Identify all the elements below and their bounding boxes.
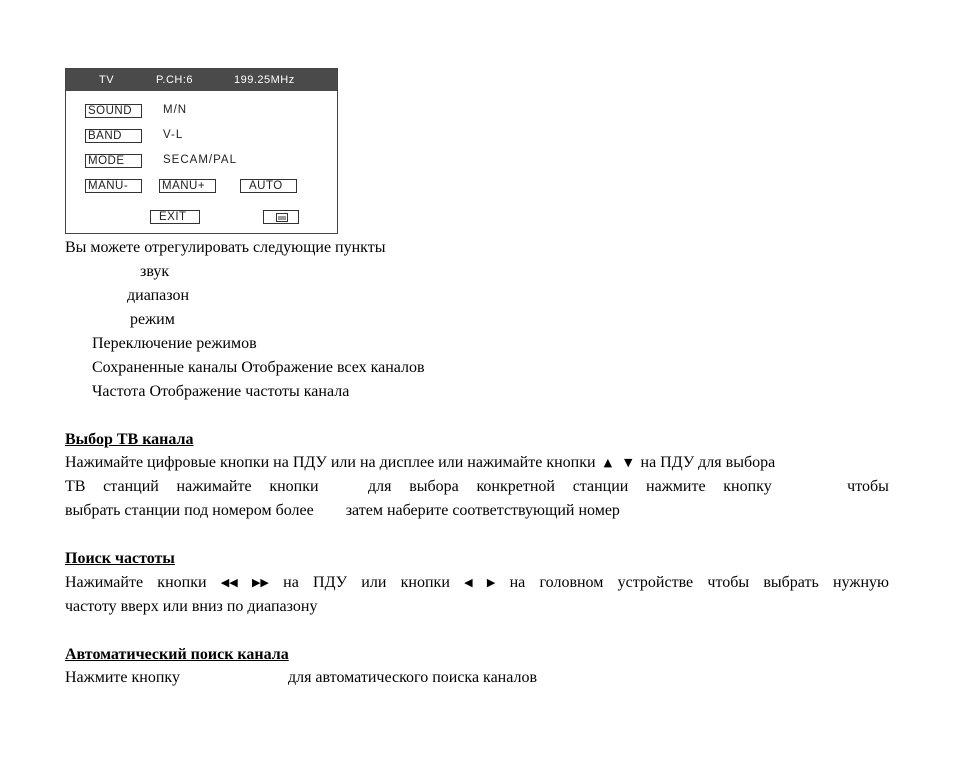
section3-line1: Нажмите кнопку для автоматического поиска каналов [65, 669, 538, 686]
up-arrow-icon: ▲ [603, 456, 613, 469]
fast-forward-icon: ▶▶ [251, 576, 269, 589]
intro-line: Вы можете отрегулировать следующие пункты [65, 239, 386, 256]
rewind-icon: ◀◀ [220, 576, 238, 589]
intro-switch: Переключение режимов [92, 335, 257, 352]
right-arrow-icon: ▶ [486, 576, 496, 589]
auto-button[interactable]: AUTO [240, 179, 297, 193]
section2-line1: Нажимайте кнопки ◀◀ ▶▶ на ПДУ или кнопки ◀ ▶ на головном устройстве чтобы выбрать нужную [65, 574, 889, 591]
section-title-channel-select: Выбор ТВ канала [65, 431, 194, 448]
mode-value: SECAM/PAL [163, 154, 237, 166]
section1-line1: Нажимайте цифровые кнопки на ПДУ или на дисплее или нажимайте кнопки ▲ ▼ на ПДУ для выбора [65, 454, 776, 471]
sound-value: M/N [163, 104, 188, 116]
section1-line3: выбрать станции под номером более затем наберите соответствующий номер [65, 502, 620, 519]
band-button[interactable]: BAND [85, 129, 142, 143]
section1-line2: ТВ станций нажимайте кнопки для выбора конкретной станции нажмите кнопку чтобы [65, 478, 889, 495]
intro-freq: Частота Отображение частоты канала [92, 383, 350, 400]
band-value: V-L [163, 129, 184, 141]
intro-mode: режим [130, 311, 175, 328]
frequency-label: 199.25MHz [234, 74, 295, 86]
intro-band: диапазон [127, 287, 190, 304]
left-arrow-icon: ◀ [464, 576, 473, 589]
section-title-auto-search: Автоматический поиск канала [65, 646, 289, 663]
source-label: TV [99, 74, 115, 86]
intro-sound: звук [140, 263, 170, 280]
channel-label: P.CH:6 [156, 74, 194, 86]
section2-line2: частоту вверх или вниз по диапазону [65, 598, 318, 615]
section-title-frequency-search: Поиск частоты [65, 550, 175, 567]
tv-menu-panel [65, 68, 338, 234]
intro-saved: Сохраненные каналы Отображение всех каналов [92, 359, 425, 376]
return-icon [276, 213, 288, 222]
manu-minus-button[interactable]: MANU- [85, 179, 142, 193]
mode-button[interactable]: MODE [85, 154, 142, 168]
down-arrow-icon: ▼ [624, 456, 633, 469]
exit-button[interactable]: EXIT [150, 210, 200, 224]
sound-button[interactable]: SOUND [85, 104, 142, 118]
return-button[interactable] [263, 210, 299, 224]
tv-menu-header [66, 69, 337, 91]
manu-plus-button[interactable]: MANU+ [159, 179, 216, 193]
